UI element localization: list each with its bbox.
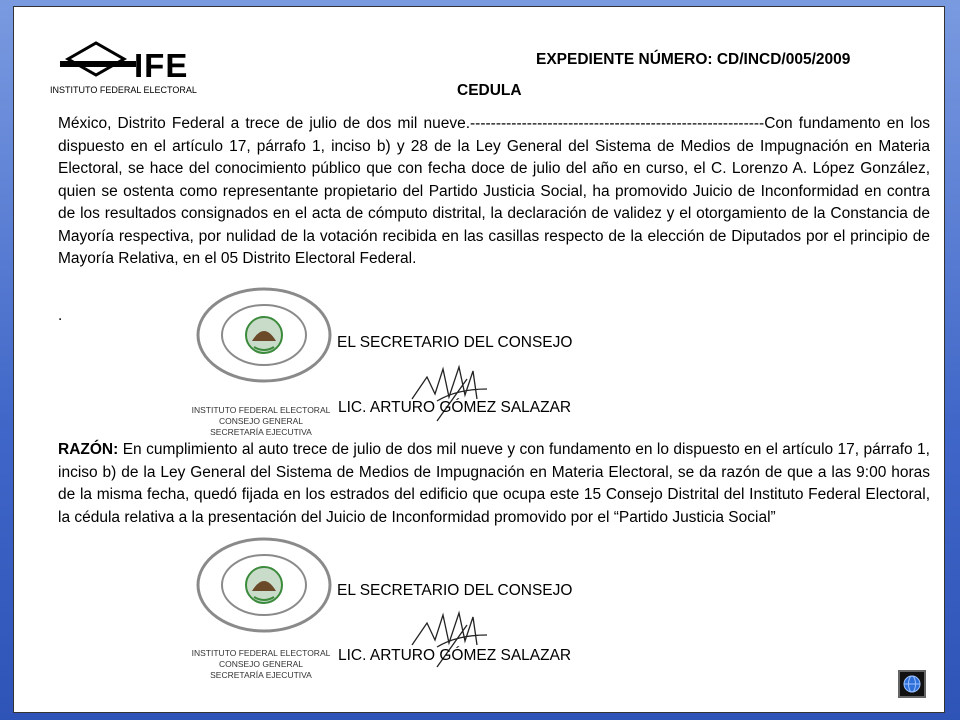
signer-name: LIC. ARTURO GÓMEZ SALAZAR xyxy=(338,399,572,416)
document-page xyxy=(13,6,945,713)
seal-caption: INSTITUTO FEDERAL ELECTORAL CONSEJO GENERAL SECRETARÍA EJECUTIVA xyxy=(191,648,331,680)
razon-text: En cumplimiento al auto trece de julio de dos mil nueve y con fundamento en lo dispuesto en el artículo 17, párrafo 1, inciso b) de la Ley General del Sistema de Medios de Impugnación en Materia Electoral, se da razón de que a las 9:00 horas de la misma fecha, quedó fijada en los estrados del edificio que ocupa este 15 Consejo Distrital del Instituto Federal Electoral, la cédula relativa a la presentación del Juicio de Inconformidad promovido por el “Partido Justicia Social” xyxy=(58,441,930,526)
logo-text: IFE xyxy=(134,47,189,84)
notice-paragraph: México, Distrito Federal a trece de julio de dos mil nueve.---------------------------------------------------------Con fundamento en los dispuesto en el artículo 17, párrafo 1, inciso b) y 28 de la Ley General del Sistema de Medios de Impugnación en Materia Electoral, se hace del conocimiento público que con fecha doce de julio del año en curso, el C. Lorenzo A. López González, quien se ostenta como representante propietario del Partido Justicia Social, ha promovido Juicio de Inconformidad en contra de los resultados consignados en el acta de cómputo distrital, la declaración de validez y el otorgamiento de la Constancia de Mayoría respectiva, por nulidad de la votación recibida en las casillas respecto de la elección de Diputados por el principio de Mayoría Relativa, en el 05 Distrito Electoral Federal. xyxy=(58,115,930,267)
globe-icon xyxy=(902,674,922,694)
signer-name: LIC. ARTURO GÓMEZ SALAZAR xyxy=(338,647,572,664)
nav-button[interactable] xyxy=(898,670,926,698)
separator-dot: . xyxy=(58,307,63,324)
razon-paragraph xyxy=(58,439,930,529)
seal-caption: INSTITUTO FEDERAL ELECTORAL CONSEJO GENERAL SECRETARÍA EJECUTIVA xyxy=(191,405,331,437)
razon-label: RAZÓN: xyxy=(58,441,119,458)
expediente-number: EXPEDIENTE NÚMERO: CD/INCD/005/2009 xyxy=(536,51,851,68)
official-seal-icon xyxy=(194,285,334,385)
signer-title: EL SECRETARIO DEL CONSEJO xyxy=(337,334,573,351)
document-title: CEDULA xyxy=(457,82,522,99)
official-seal-icon xyxy=(194,535,334,635)
logo-subtitle: INSTITUTO FEDERAL ELECTORAL xyxy=(50,85,197,95)
signer-title: EL SECRETARIO DEL CONSEJO xyxy=(337,582,573,599)
